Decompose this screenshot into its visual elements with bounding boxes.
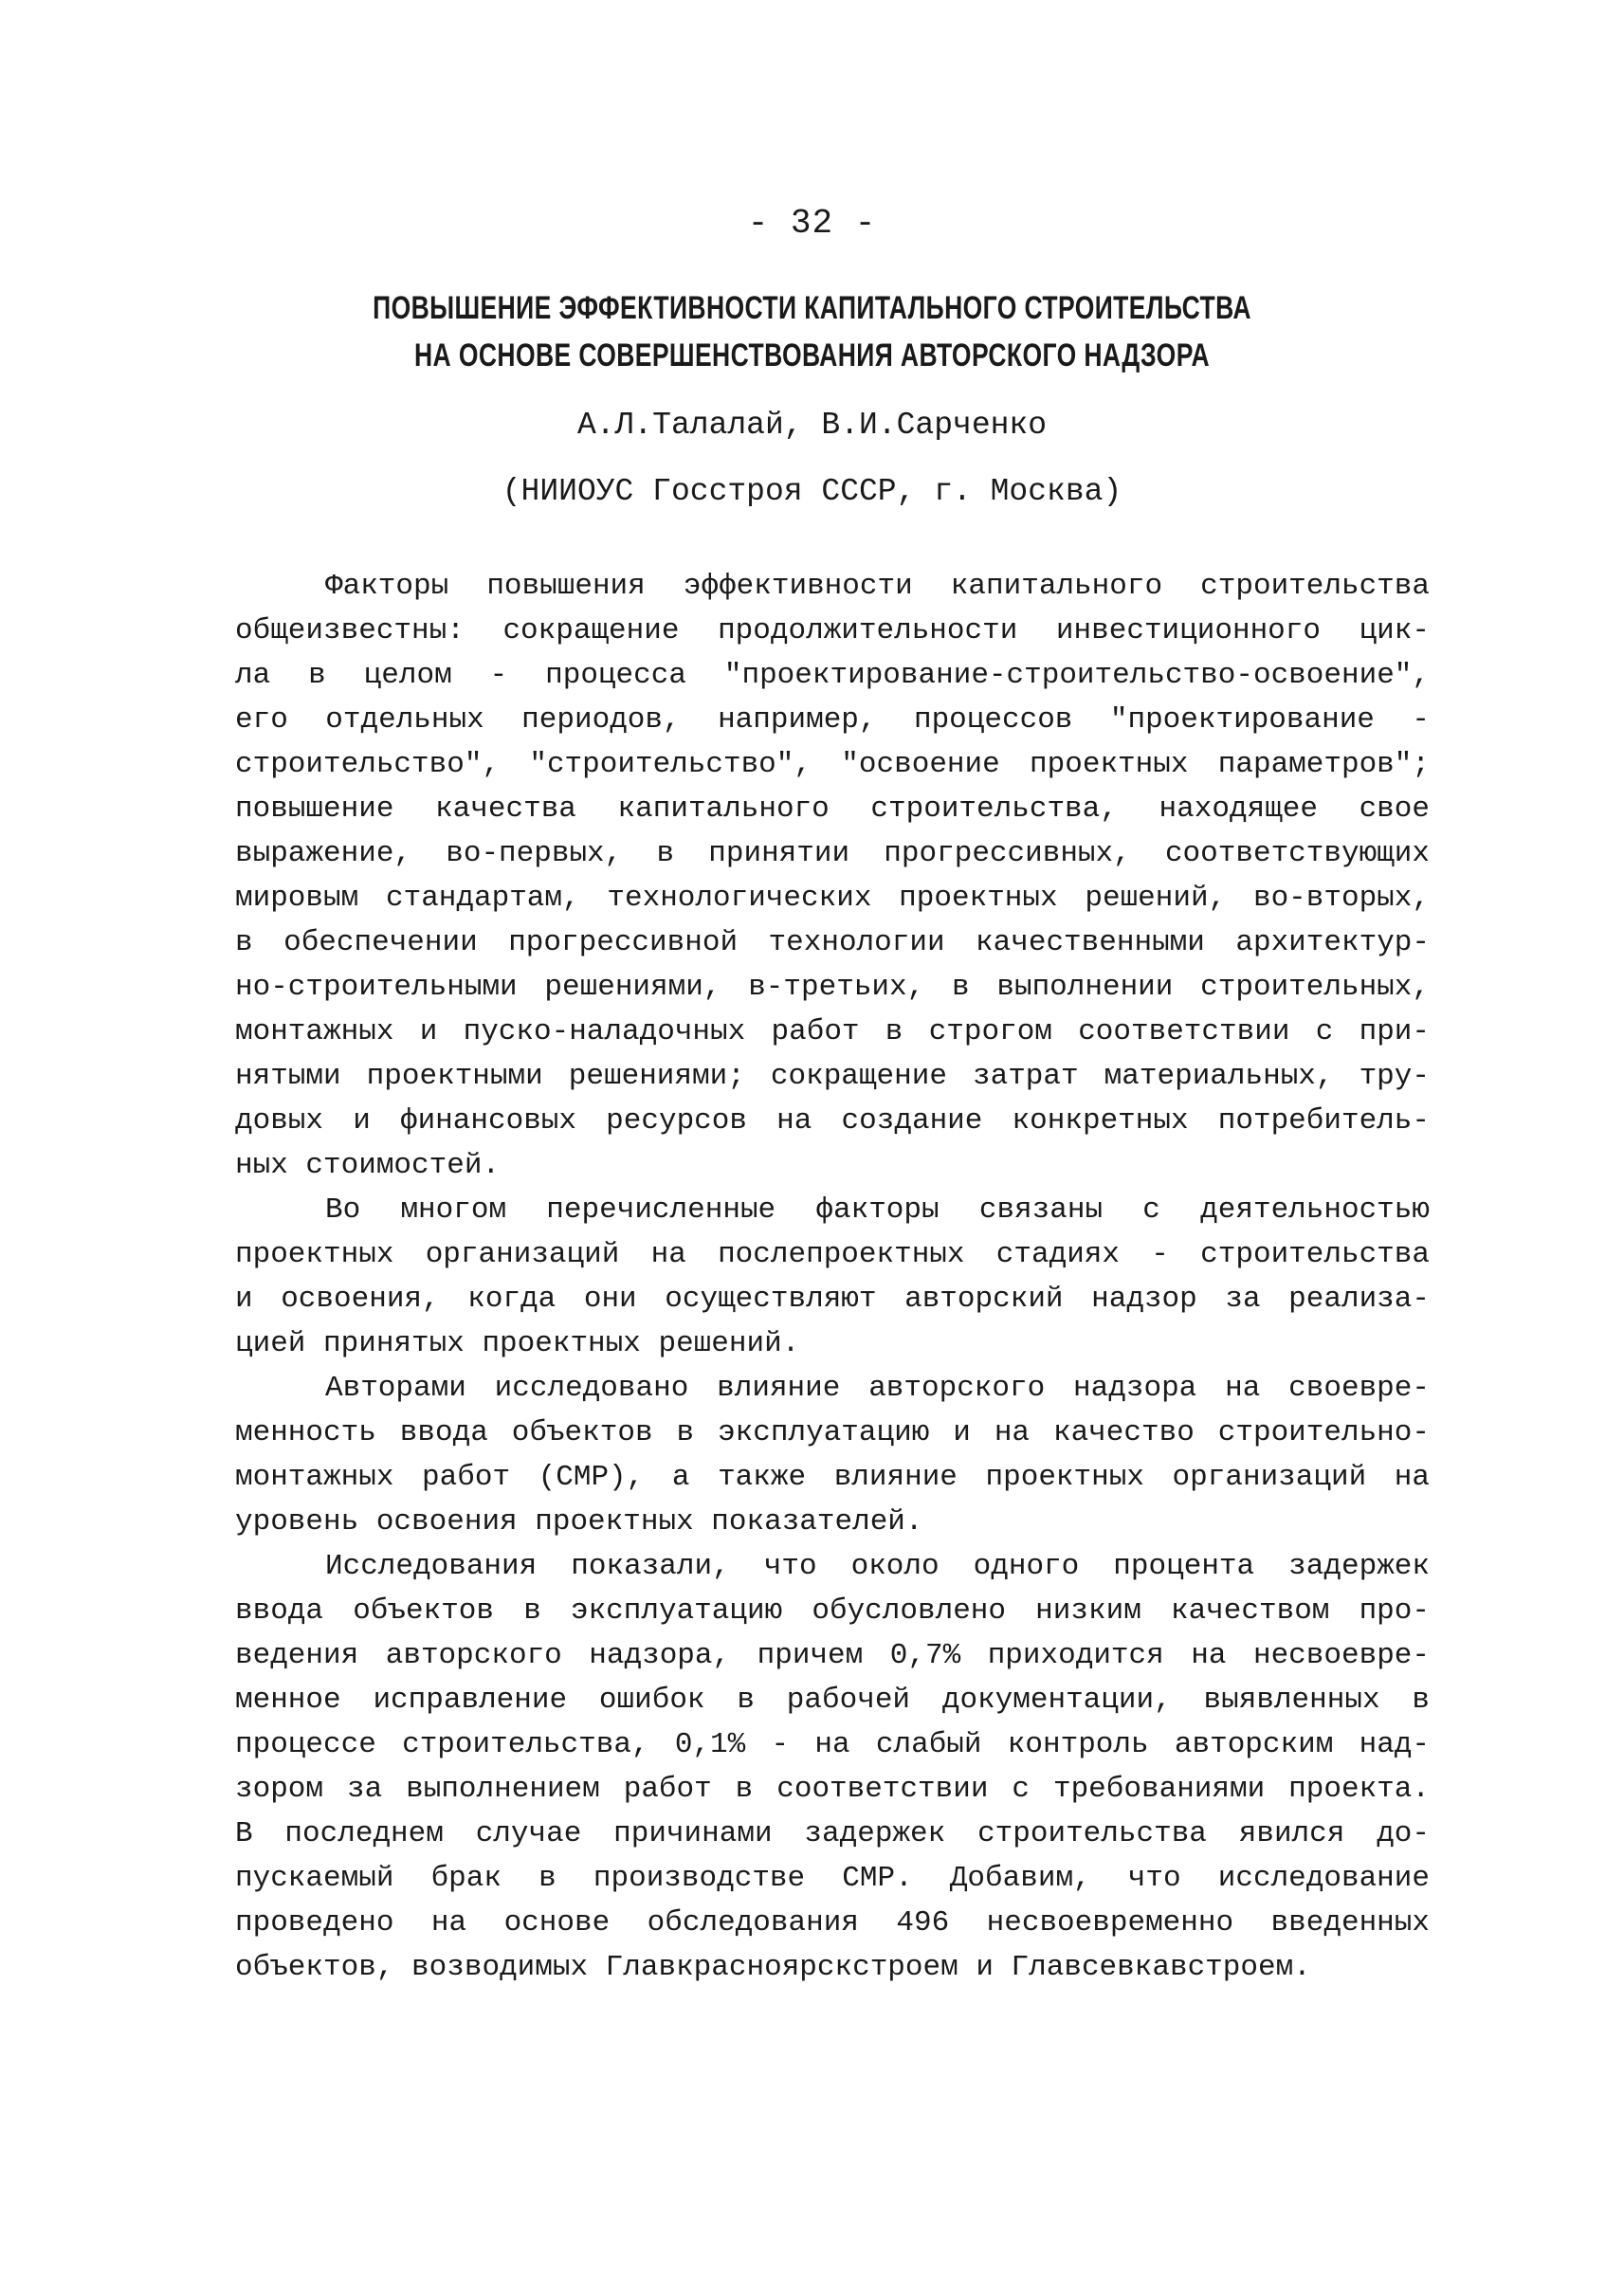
text-line: но-строительными решениями, в-третьих, в выполнении строительных,	[235, 971, 1430, 1004]
text-line: строительство", "строительство", "освоение проектных параметров";	[235, 748, 1430, 781]
text-line: цией принятых проектных решений.	[235, 1327, 800, 1360]
text-line: менное исправление ошибок в рабочей документации, выявленных в	[235, 1684, 1430, 1717]
text-line: Авторами исследовано влияние авторского надзора на своевре-	[325, 1372, 1430, 1405]
text-line: в обеспечении прогрессивной технологии качественными архитектур-	[235, 926, 1430, 959]
text-line: повышение качества капитального строительства, находящее свое	[235, 792, 1430, 826]
text-line: его отдельных периодов, например, процессов "проектирование -	[235, 703, 1430, 737]
paragraph	[235, 1544, 1430, 1990]
text-line: довых и финансовых ресурсов на создание конкретных потребитель-	[235, 1104, 1430, 1138]
text-line: Факторы повышения эффективности капитального строительства	[325, 570, 1430, 603]
paragraph	[235, 1366, 1430, 1544]
paragraph	[235, 1188, 1430, 1366]
text-line: общеизвестны: сокращение продолжительности инвестиционного цик-	[235, 614, 1430, 647]
text-line: проведено на основе обследования 496 несвоевременно введенных	[235, 1906, 1430, 1940]
text-line: зором за выполнением работ в соответствии с требованиями проекта.	[235, 1773, 1430, 1806]
article-title-line-2: НА ОСНОВЕ СОВЕРШЕНСТВОВАНИЯ АВТОРСКОГО НАДЗОРА	[413, 337, 1210, 373]
text-line: уровень освоения проектных показателей.	[235, 1505, 923, 1539]
text-line: менность ввода объектов в эксплуатацию и на качество строительно-	[235, 1416, 1430, 1449]
article-title-line-1: ПОВЫШЕНИЕ ЭФФЕКТИВНОСТИ КАПИТАЛЬНОГО СТРОИТЕЛЬСТВА	[373, 290, 1251, 326]
text-line: объектов, возводимых Главкрасноярскстроем и Главсевкавстроем.	[235, 1951, 1311, 1984]
text-line: процессе строительства, 0,1% - на слабый контроль авторским над-	[235, 1728, 1430, 1761]
text-line: и освоения, когда они осуществляют авторский надзор за реализа-	[235, 1283, 1430, 1316]
text-line: ведения авторского надзора, причем 0,7% приходится на несвоевре-	[235, 1639, 1430, 1672]
text-line: Исследования показали, что около одного процента задержек	[325, 1550, 1430, 1583]
affiliation: (НИИОУС Госстроя СССР, г. Москва)	[502, 474, 1122, 509]
page-number: - 32 -	[747, 204, 877, 243]
text-line: ла в целом - процесса "проектирование-строительство-освоение",	[235, 659, 1430, 692]
text-line: выражение, во-первых, в принятии прогрессивных, соответствующих	[235, 837, 1430, 870]
text-line: ных стоимостей.	[235, 1149, 501, 1182]
text-line: В последнем случае причинами задержек строительства явился до-	[235, 1817, 1430, 1850]
article-title	[0, 284, 1624, 379]
text-line: монтажных работ (СМР), а также влияние проектных организаций на	[235, 1461, 1430, 1494]
paragraph	[235, 564, 1430, 1188]
text-line: пускаемый брак в производстве СМР. Добавим, что исследование	[235, 1862, 1430, 1895]
text-line: ввода объектов в эксплуатацию обусловлено низким качеством про-	[235, 1594, 1430, 1628]
text-line: проектных организаций на послепроектных стадиях - строительства	[235, 1238, 1430, 1271]
text-line: монтажных и пуско-наладочных работ в строгом соответствии с при-	[235, 1015, 1430, 1048]
text-line: Во многом перечисленные факторы связаны с деятельностью	[325, 1193, 1430, 1227]
body-text	[235, 564, 1430, 1990]
authors: А.Л.Талалай, В.И.Сарченко	[576, 408, 1048, 443]
text-line: нятыми проектными решениями; сокращение затрат материальных, тру-	[235, 1060, 1430, 1093]
text-line: мировым стандартам, технологических проектных решений, во-вторых,	[235, 882, 1430, 915]
